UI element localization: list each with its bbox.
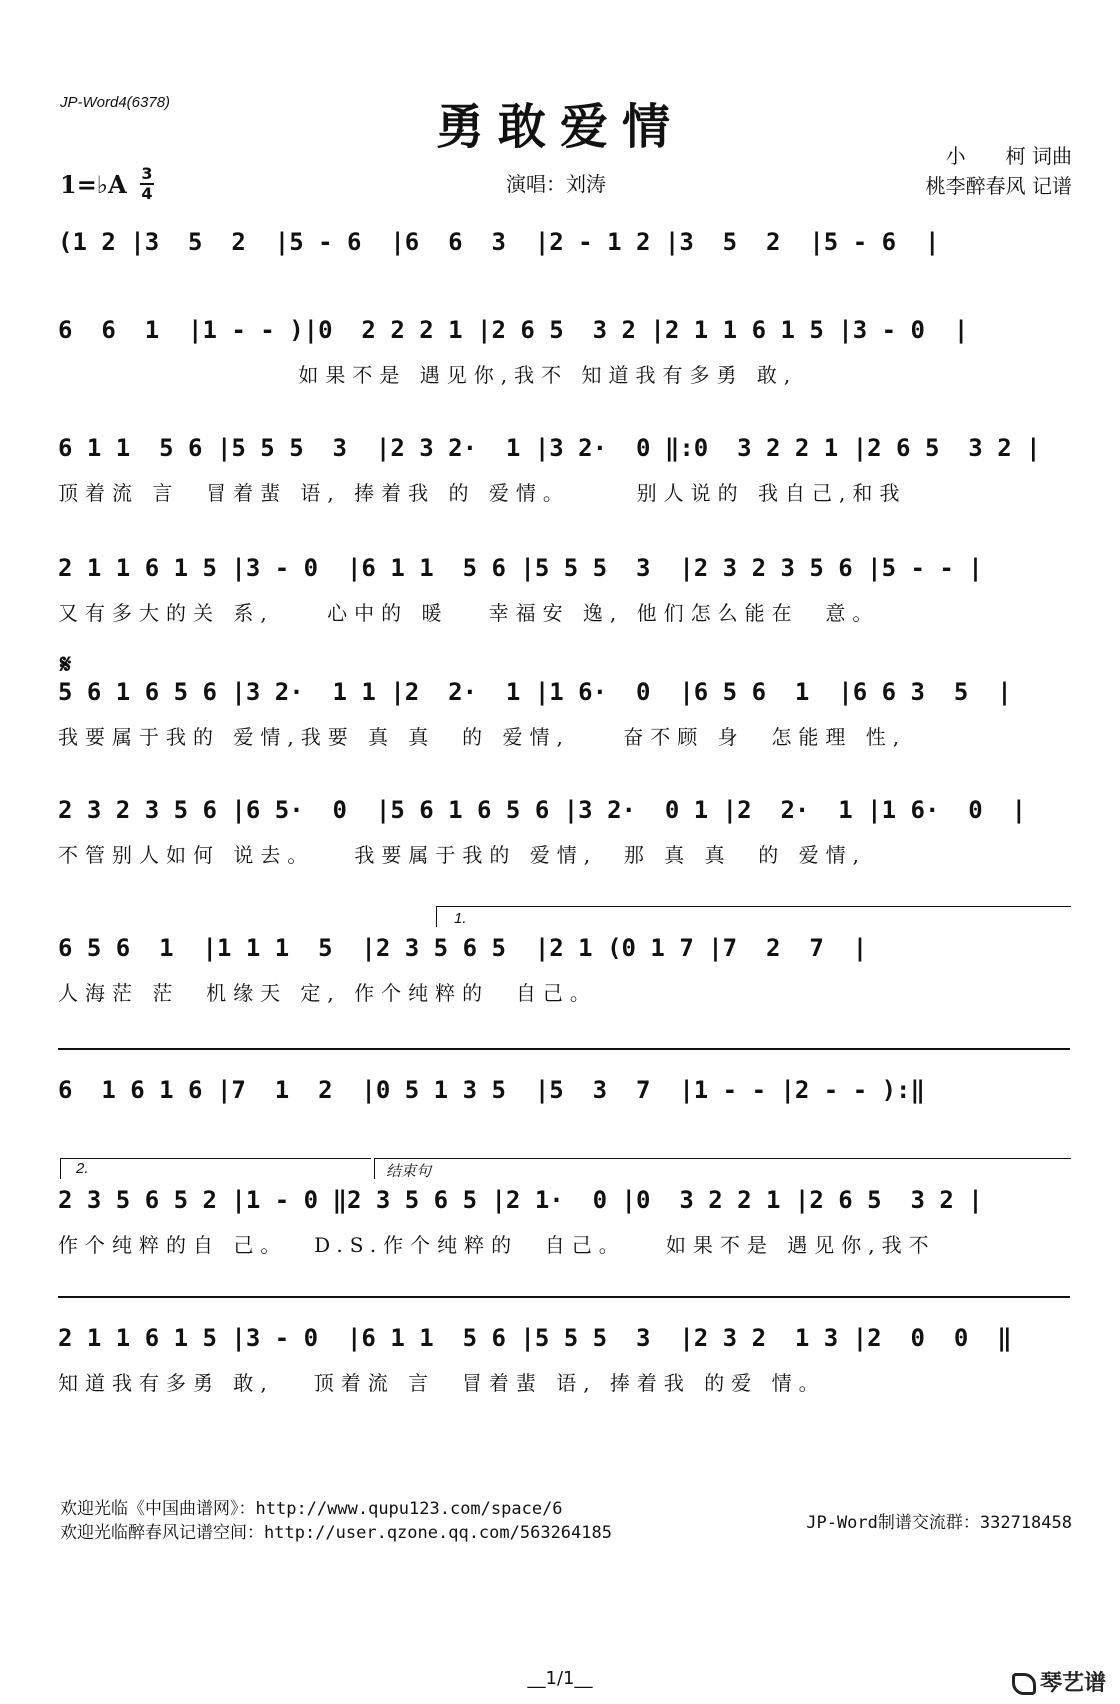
notation-line: 5 6 1 6 5 6 |3 2· 1 1 |2 2· 1 |1 6· 0 |6 5 6 1 |6 6 3 5 |	[58, 678, 1012, 706]
score-system-7	[58, 928, 1072, 1028]
notation-line: 6 5 6 1 |1 1 1 5 |2 3 5 6 5 |2 1 (0 1 7 |7 2 7 |	[58, 934, 868, 962]
time-signature	[140, 166, 154, 202]
score-system-4	[58, 548, 1072, 648]
lyric-line: 我要属于我的 爱情,我要 真 真 的 爱情, 奋不顾 身 怎能理 性,	[58, 725, 907, 749]
page-number: __1/1__	[527, 1668, 593, 1689]
section-rule	[58, 1296, 1070, 1298]
key-signature: 1=♭A	[60, 170, 127, 199]
volta-second-label: 2.	[76, 1160, 89, 1177]
lyric-line: 又有多大的关 系, 心中的 暖 幸福安 逸, 他们怎么能在 意。	[58, 601, 880, 625]
transcriber: 桃李醉春风 记谱	[925, 174, 1072, 198]
score-system-9	[58, 1180, 1072, 1280]
notation-line: 6 1 6 1 6 |7 1 2 |0 5 1 3 5 |5 3 7 |1 - - |2 - - ):‖	[58, 1076, 925, 1104]
lyric-line: 人海茫 茫 机缘天 定, 作个纯粹的 自己。	[58, 981, 597, 1005]
footer-link-qupu[interactable]: 欢迎光临《中国曲谱网》：http://www.qupu123.com/space/6	[60, 1499, 563, 1519]
score-system-8	[58, 1070, 1072, 1170]
notation-line: 6 6 1 |1 - - )|0 2 2 2 1 |2 6 5 3 2 |2 1 1 6 1 5 |3 - 0 |	[58, 316, 969, 344]
lyric-line	[58, 272, 1072, 302]
lyric-line: 作个纯粹的自 己。 D.S.作个纯粹的 自己。 如果不是 遇见你,我不	[58, 1233, 936, 1257]
score-system-5	[58, 672, 1072, 772]
logo-icon	[1012, 1673, 1036, 1695]
time-signature-bottom: 4	[141, 184, 153, 203]
site-logo	[1012, 1666, 1106, 1697]
footer-link-qzone[interactable]: 欢迎光临醉春风记谱空间：http://user.qzone.qq.com/563264185	[60, 1523, 612, 1543]
singer: 演唱：刘涛	[506, 172, 606, 196]
lyric-line: 不管别人如何 说去。 我要属于我的 爱情, 那 真 真 的 爱情,	[58, 843, 867, 867]
notation-line: 2 1 1 6 1 5 |3 - 0 |6 1 1 5 6 |5 5 5 3 |2 3 2 1 3 |2 0 0 ‖	[58, 1324, 1012, 1352]
volta-first-label: 1.	[454, 910, 467, 927]
volta-bracket-second	[60, 1158, 371, 1179]
software-label: JP-Word4(6378)	[60, 94, 171, 111]
notation-line: (1 2 |3 5 2 |5 - 6 |6 6 3 |2 - 1 2 |3 5 2 |5 - 6 |	[58, 228, 940, 256]
song-title: 勇敢爱情	[435, 99, 684, 155]
volta-bracket-first	[436, 906, 1071, 927]
score-system-1	[58, 222, 1072, 322]
coda-bracket	[374, 1158, 1071, 1179]
notation-line: 2 3 5 6 5 2 |1 - 0 ‖2 3 5 6 5 |2 1· 0 |0 3 2 2 1 |2 6 5 3 2 |	[58, 1186, 983, 1214]
lyricist-composer: 小 柯 词曲	[945, 144, 1072, 168]
lyric-line: 知道我有多勇 敢, 顶着流 言 冒着蜚 语, 捧着我 的爱 情。	[58, 1371, 826, 1395]
time-signature-top: 3	[141, 164, 153, 183]
score-system-3	[58, 428, 1072, 528]
lyric-line: 如果不是 遇见你,我不 知道我有多勇 敢,	[58, 363, 798, 387]
score-system-6	[58, 790, 1072, 890]
score-system-10	[58, 1318, 1072, 1418]
lyric-line: 顶着流 言 冒着蜚 语, 捧着我 的 爱情。 别人说的 我自己,和我	[58, 481, 907, 505]
notation-line: 2 3 2 3 5 6 |6 5· 0 |5 6 1 6 5 6 |3 2· 0 1 |2 2· 1 |1 6· 0 |	[58, 796, 1027, 824]
segno-sign: 𝄋	[60, 650, 72, 680]
notation-line: 2 1 1 6 1 5 |3 - 0 |6 1 1 5 6 |5 5 5 3 |2 3 2 3 5 6 |5 - - |	[58, 554, 983, 582]
footer-qq-group: JP-Word制谱交流群：332718458	[806, 1513, 1072, 1533]
coda-label: 结束句	[386, 1163, 432, 1180]
notation-line: 6 1 1 5 6 |5 5 5 3 |2 3 2· 1 |3 2· 0 ‖:0 3 2 2 1 |2 6 5 3 2 |	[58, 434, 1041, 462]
section-rule	[58, 1048, 1070, 1050]
score-system-2	[58, 310, 1072, 410]
logo-text: 琴艺谱	[1039, 1671, 1106, 1696]
